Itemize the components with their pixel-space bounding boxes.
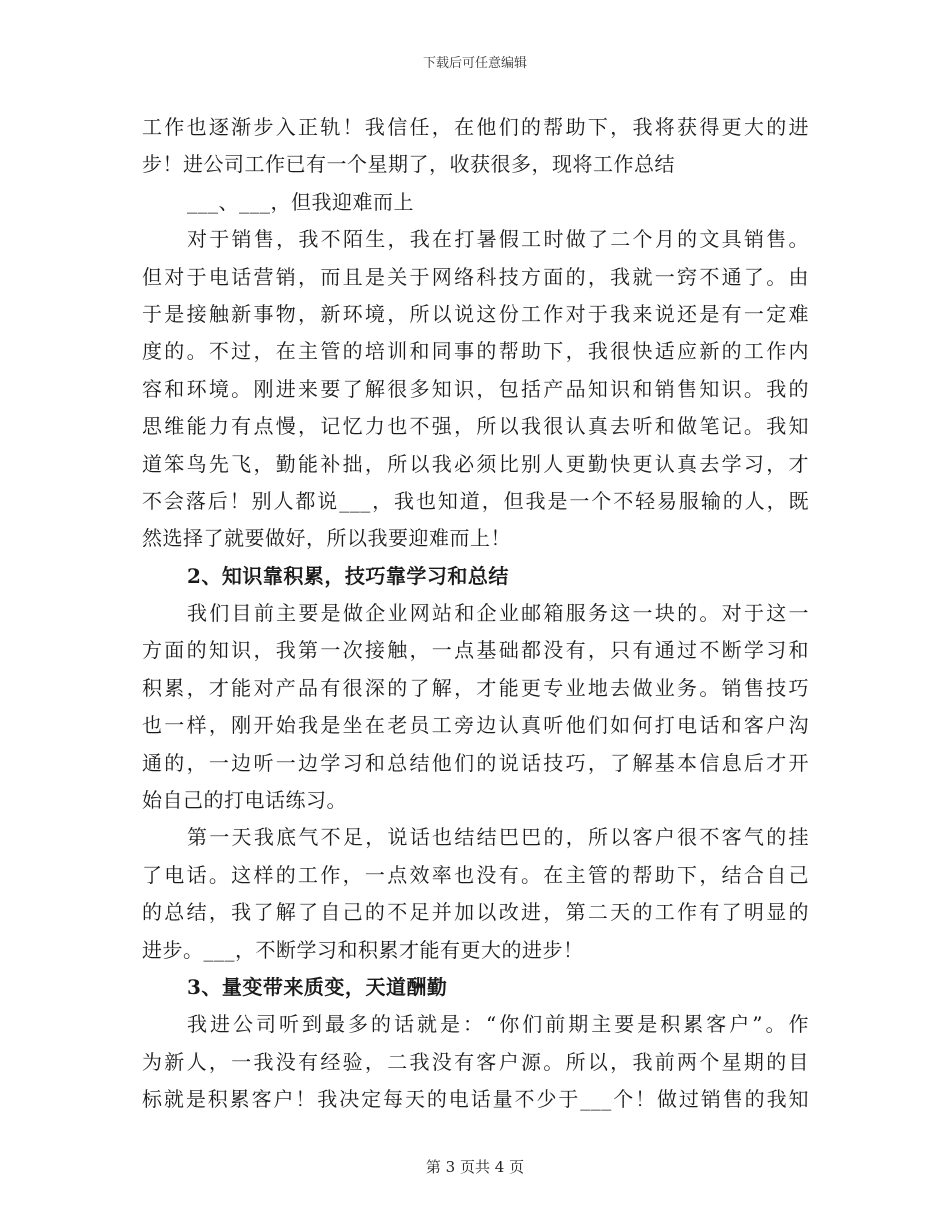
text-line: 积累，才能对产品有很深的了解，才能更专业地去做业务。销售技巧 [142,675,809,700]
text-line: 的总结，我了解了自己的不足并加以改进，第二天的工作有了明显的 [142,900,809,925]
text-line: 对于销售，我不陌生，我在打暑假工时做了二个月的文具销售。 [187,227,809,252]
page-footer: 第 3 页共 4 页 [425,1158,525,1176]
text-line: 也一样，刚开始我是坐在老员工旁边认真听他们如何打电话和客户沟 [142,713,809,738]
text-line: 步！进公司工作已有一个星期了，收获很多，现将工作总结 [142,152,675,177]
text-line: 通的，一边听一边学习和总结他们的说话技巧，了解基本信息后才开 [142,750,809,775]
text-line: 了电话。这样的工作，一点效率也没有。在主管的帮助下，结合自己 [142,862,809,887]
text-line: 我们目前主要是做企业网站和企业邮箱服务这一块的。对于这一 [187,601,809,626]
text-line: 工作也逐渐步入正轨！我信任，在他们的帮助下，我将获得更大的进 [142,115,809,139]
section-heading: 3、量变带来质变，天道酬勤 [187,974,448,999]
text-line: 方面的知识，我第一次接触，一点基础都没有，只有通过不断学习和 [142,638,809,663]
text-line: ___、___，但我迎难而上 [187,189,414,214]
text-line: 但对于电话营销，而且是关于网络科技方面的，我就一窍不通了。由 [142,264,809,289]
text-line: 思维能力有点慢，记忆力也不强，所以我很认真去听和做笔记。我知 [142,414,809,439]
text-line: 标就是积累客户！我决定每天的电话量不少于___个！做过销售的我知 [142,1087,809,1112]
text-line: 度的。不过，在主管的培训和同事的帮助下，我很快适应新的工作内 [142,339,809,364]
text-line: 第一天我底气不足，说话也结结巴巴的，所以客户很不客气的挂 [187,825,809,850]
document-body [142,109,809,1119]
section-heading: 2、知识靠积累，技巧靠学习和总结 [187,563,509,588]
page-header: 下载后可任意编辑 [422,56,527,71]
text-line: 然选择了就要做好，所以我要迎难而上！ [142,526,511,551]
text-line: 为新人，一我没有经验，二我没有客户源。所以，我前两个星期的目 [142,1049,809,1074]
text-line: 于是接触新事物，新环境，所以说这份工作对于我来说还是有一定难 [142,301,809,326]
text-line: 我进公司听到最多的话就是：“你们前期主要是积累客户”。作 [187,1012,809,1037]
text-line: 不会落后！别人都说___，我也知道，但我是一个不轻易服输的人，既 [142,488,809,513]
text-line: 容和环境。刚进来要了解很多知识，包括产品知识和销售知识。我的 [142,376,809,401]
text-line: 道笨鸟先飞，勤能补拙，所以我必须比别人更勤快更认真去学习，才 [142,451,809,476]
text-line: 始自己的打电话练习。 [142,788,347,813]
text-line: 进步。___，不断学习和积累才能有更大的进步！ [142,937,584,962]
